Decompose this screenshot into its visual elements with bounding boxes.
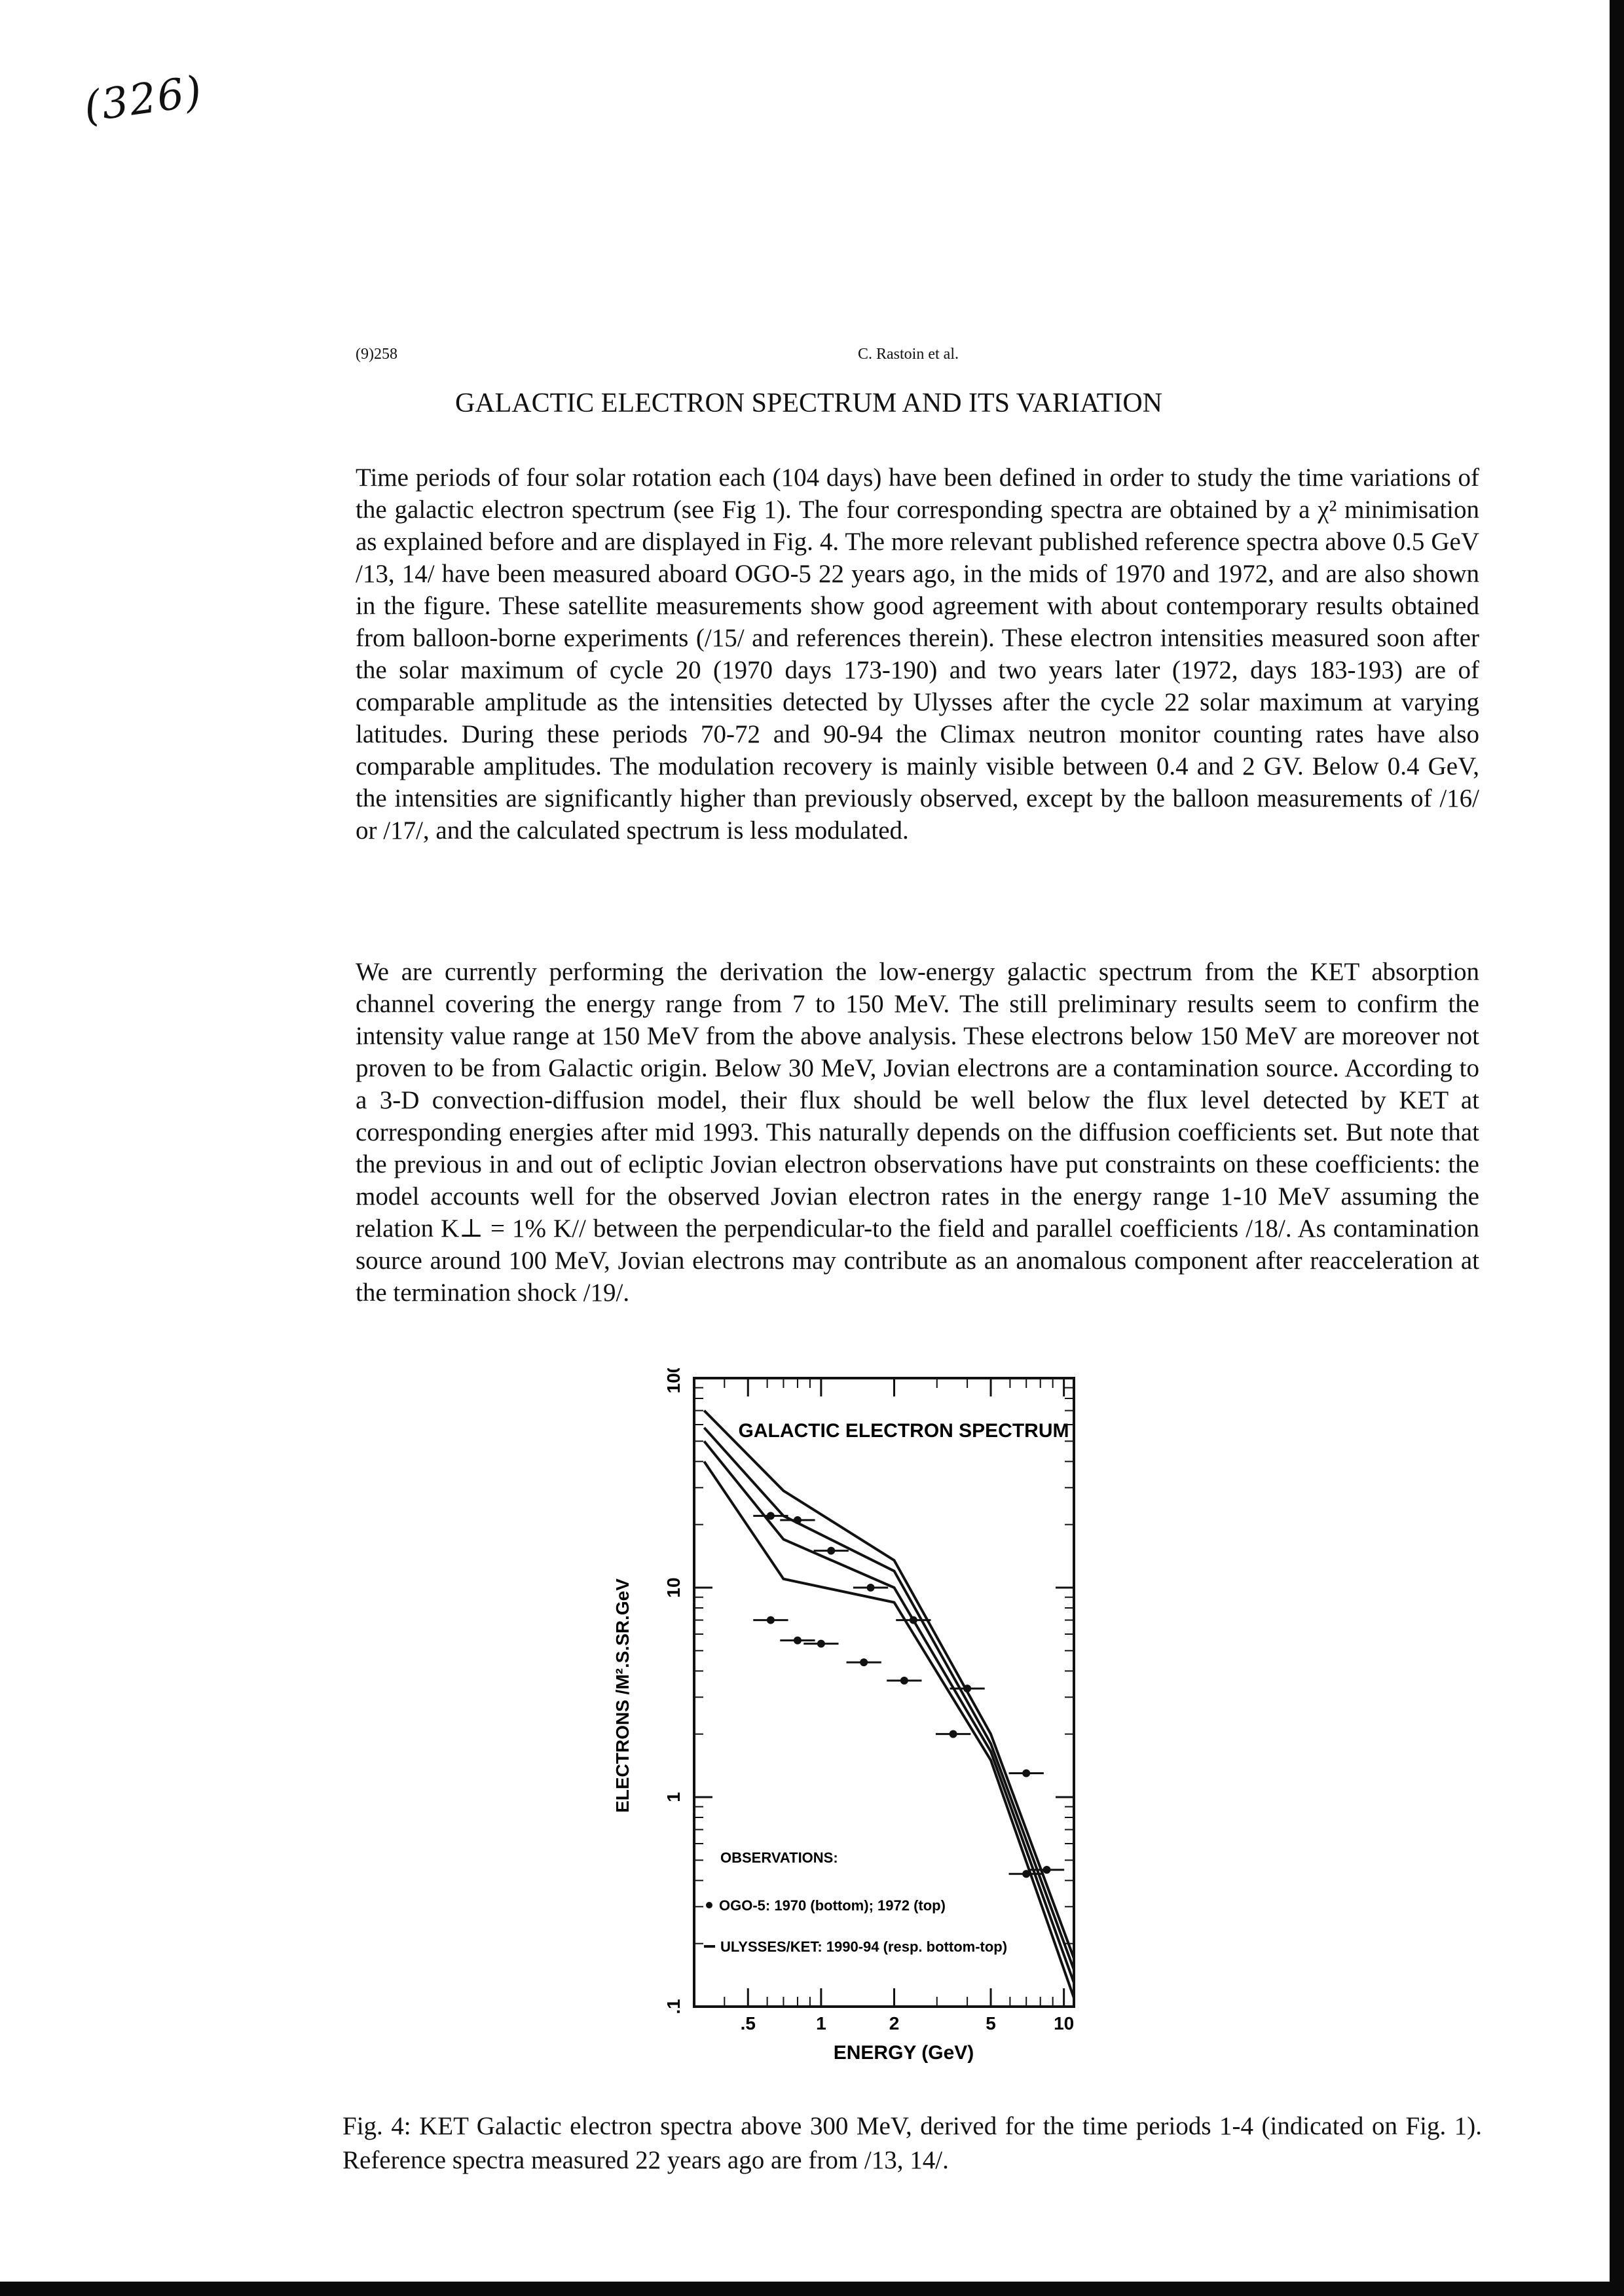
running-head-authors: C. Rastoin et al. [858, 346, 959, 363]
ulysses-spectrum-line-1 [704, 1461, 1074, 1997]
ogo5-1972-point [1022, 1770, 1030, 1777]
x-tick-label: .5 [740, 2013, 756, 2033]
x-tick-label: 10 [1054, 2013, 1075, 2033]
y-axis-label: ELECTRONS /M².S.SR.GeV [612, 1578, 633, 1813]
ogo5-1970-point [860, 1658, 868, 1666]
y-tick-label: 100 [663, 1368, 684, 1394]
legend-entry-ogo5 [706, 1897, 946, 1914]
ogo5-1970-point [900, 1677, 908, 1685]
legend-label-ulysses: ULYSSES/KET: 1990-94 (resp. bottom-top) [720, 1939, 1008, 1955]
ogo5-1972-point [767, 1512, 775, 1520]
y-tick-label: 1 [663, 1792, 684, 1802]
x-axis-label: ENERGY (GeV) [833, 2042, 974, 2064]
spectrum-chart [589, 1368, 1153, 2075]
ogo5-1970-point [767, 1616, 775, 1624]
y-tick-label: .1 [663, 1999, 684, 2014]
ogo5-1972-point [910, 1616, 917, 1624]
paragraph-2: We are currently performing the derivation the low-energy galactic spectrum from the KET absorption channel covering the energy range from 7 to 150 MeV. The still preliminary results seem to confirm the intensity value range at 150 MeV from the above analysis. These electrons below 150 MeV are moreover not proven to be from Galactic origin. Below 30 MeV, Jovian electrons are a contamination source. According to a 3-D convection-diffusion model, their flux should be well below the flux level detected by KET at corresponding energies after mid 1993. This naturally depends on the diffusion coefficients set. But note that the previous in and out of ecliptic Jovian electron observations have put constraints on these coefficients: the model accounts well for the observed Jovian electron rates in the energy range 1-10 MeV assuming the relation K⊥ = 1% K// between the perpendicular-to the field and parallel coefficients /18/. As contamination source around 100 MeV, Jovian electrons may contribute as an anomalous component after reacceleration at the termination shock /19/. [356, 958, 1479, 1307]
ogo5-1972-point [827, 1547, 835, 1555]
section-title: GALACTIC ELECTRON SPECTRUM AND ITS VARIATION [454, 388, 1162, 418]
handwritten-note: (326) [81, 67, 206, 132]
figure-caption: Fig. 4: KET Galactic electron spectra above 300 MeV, derived for the time periods 1-4 (indicated on Fig. 1). Reference spectra measured 22 years ago are from /13, 14/. [342, 2112, 1482, 2174]
y-tick-label: 10 [663, 1577, 684, 1598]
ogo5-1970-point [794, 1637, 802, 1645]
ogo5-1972-point [1043, 1866, 1050, 1874]
page-number: (9)258 [356, 346, 397, 363]
figure-4 [589, 1368, 1153, 2075]
x-tick-label: 1 [816, 2013, 826, 2033]
ogo5-1970-point [950, 1730, 957, 1738]
legend-label-ogo5: OGO-5: 1970 (bottom); 1972 (top) [719, 1897, 946, 1914]
ulysses-spectrum-line-4 [704, 1411, 1074, 1959]
ogo5-1972-point [867, 1584, 875, 1592]
legend-entry-ulysses [704, 1939, 1007, 1955]
ogo5-1970-point [1022, 1870, 1030, 1878]
x-tick-label: 2 [889, 2013, 900, 2033]
legend-title: OBSERVATIONS: [720, 1850, 838, 1866]
paragraph-1: Time periods of four solar rotation each (104 days) have been defined in order to study the time variations of the galactic electron spectrum (see Fig 1). The four corresponding spectra are obtained by a χ² minimisation as explained before and are displayed in Fig. 4. The more relevant published reference spectra above 0.5 GeV /13, 14/ have been measured aboard OGO-5 22 years ago, in the mids of 1970 and 1972, and are also shown in the figure. These satellite measurements show good agreement with about contemporary results obtained from balloon-borne experiments (/15/ and references therein). These electron intensities measured soon after the solar maximum of cycle 20 (1970 days 173-190) and two years later (1972, days 183-193) are of comparable amplitude as the intensities detected by Ulysses after the cycle 22 solar maximum at varying latitudes. During these periods 70-72 and 90-94 the Climax neutron monitor counting rates have also comparable amplitudes. The modulation recovery is mainly visible between 0.4 and 2 GV. Below 0.4 GeV, the intensities are significantly higher than previously observed, except by the balloon measurements of /16/ or /17/, and the calculated spectrum is less modulated. [356, 464, 1479, 845]
ogo5-1972-point [794, 1516, 802, 1524]
chart-title: GALACTIC ELECTRON SPECTRUM [738, 1420, 1069, 1442]
x-tick-label: 5 [986, 2013, 996, 2033]
scan-border-right [1610, 0, 1624, 2296]
ogo5-1970-point [817, 1640, 825, 1648]
scan-border-bottom [0, 2282, 1624, 2296]
ogo5-1972-point [963, 1685, 971, 1692]
